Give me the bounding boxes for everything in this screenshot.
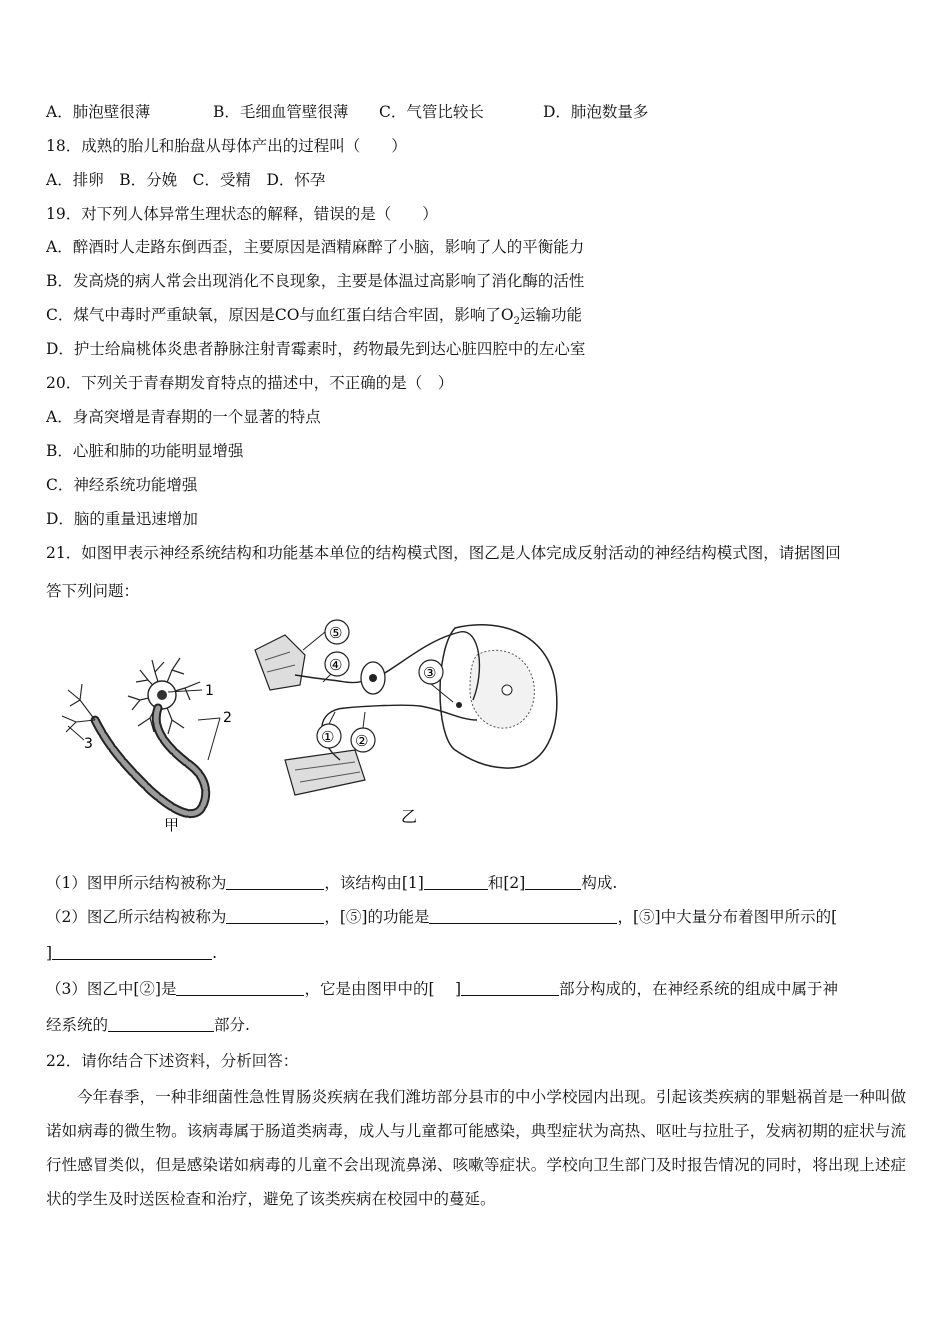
- q19-option-b: B．发高烧的病人常会出现消化不良现象，主要是体温过高影响了消化酶的活性: [46, 272, 585, 290]
- q21-stem-line2: 答下列问题：: [46, 582, 140, 600]
- figure-jia-label-2: 2: [223, 710, 232, 726]
- q21-sub1-blank-2[interactable]: [424, 873, 488, 890]
- q20-option-a: A．身高突增是青春期的一个显著的特点: [46, 408, 321, 426]
- q17-option-c: C．气管比较长: [379, 103, 484, 121]
- figure-jia-label-3: 3: [84, 736, 93, 752]
- q19-option-d: D．护士给扁桃体炎患者静脉注射青霉素时，药物最先到达心脏四腔中的左心室: [46, 340, 586, 358]
- q20-option-b: B．心脏和肺的功能明显增强: [46, 442, 244, 460]
- q21-sub2-text-a: （2）图乙所示结构被称为: [46, 908, 227, 926]
- q20-stem: 20．下列关于青春期发育特点的描述中，不正确的是（ ）: [46, 374, 454, 392]
- figure-jia-neuron: [40, 640, 250, 840]
- q21-sub3-text-e: 部分.: [214, 1016, 250, 1034]
- q21-sub3-blank-2[interactable]: [461, 979, 559, 996]
- q21-sub2-text-e: .: [212, 944, 217, 962]
- q21-sub2-text-b: ，[⑤]的功能是: [324, 908, 430, 926]
- q17-option-a: A．肺泡壁很薄: [46, 103, 151, 121]
- q21-sub1-text-b: ，该结构由[1]: [324, 874, 424, 892]
- q21-stem-line1: 21．如图甲表示神经系统结构和功能基本单位的结构模式图，图乙是人体完成反射活动的神经结构模式图，请据图回: [46, 544, 841, 562]
- q20-option-c: C．神经系统功能增强: [46, 476, 198, 494]
- figure-jia-caption: 甲: [164, 816, 180, 834]
- q19-stem: 19．对下列人体异常生理状态的解释，错误的是（ ）: [46, 205, 438, 223]
- figure-yi-label-1: ①: [321, 728, 335, 746]
- q21-sub1-text-c: 和[2]: [487, 874, 526, 892]
- q17-options: [46, 101, 648, 123]
- q17-option-d: D．肺泡数量多: [543, 103, 649, 121]
- q21-sub1-blank-3[interactable]: [525, 873, 581, 890]
- q19-option-c: [46, 304, 582, 333]
- q21-sub2-text-d: ]: [46, 944, 53, 962]
- figure-yi-caption: 乙: [401, 807, 418, 826]
- figure-yi-label-3: ③: [423, 664, 437, 682]
- q21-sub2-text-c: ，[⑤]中大量分布着图甲所示的[: [617, 908, 838, 926]
- q21-sub2-cont: [46, 942, 217, 964]
- q19-option-c-text: C．煤气中毒时严重缺氧，原因是CO与血红蛋白结合牢固，影响了O: [46, 306, 514, 324]
- q21-sub2: [46, 906, 837, 928]
- q21-sub3-blank-3[interactable]: [108, 1015, 214, 1032]
- q20-option-d: D．脑的重量迅速增加: [46, 510, 198, 528]
- q17-option-b: B．毛细血管壁很薄: [213, 103, 349, 121]
- q21-sub2-blank-1[interactable]: [226, 907, 324, 924]
- q21-sub3-text-c: 部分构成的，在神经系统的组成中属于神: [559, 980, 839, 998]
- figure-jia-label-1: 1: [205, 683, 214, 699]
- q21-sub3: [46, 978, 838, 1000]
- q21-sub1-text-d: 构成.: [581, 874, 618, 892]
- q21-sub1-text-a: （1）图甲所示结构被称为: [46, 874, 227, 892]
- q21-sub3-blank-1[interactable]: [176, 979, 304, 996]
- q19-option-a: A．醉酒时人走路东倒西歪，主要原因是酒精麻醉了小脑，影响了人的平衡能力: [46, 238, 585, 256]
- figure-yi-label-5: ⑤: [329, 624, 343, 642]
- q19-option-c-text-end: 运输功能: [520, 306, 583, 324]
- q18-options: A．排卵 B．分娩 C．受精 D．怀孕: [46, 171, 326, 189]
- q18-stem: 18．成熟的胎儿和胎盘从母体产出的过程叫（ ）: [46, 137, 407, 155]
- q21-sub2-blank-2[interactable]: [429, 907, 617, 924]
- q21-sub3-text-d: 经系统的: [46, 1016, 109, 1034]
- q22-passage: 今年春季，一种非细菌性急性胃肠炎疾病在我们潍坊部分县市的中小学校园内出现。引起该类疾病的罪魁祸首是一种叫做诺如病毒的微生物。该病毒属于肠道类病毒，成人与儿童都可能感染，典型症状为高热、呕吐与拉肚子，发病初期的症状与流行性感冒类似，但是感染诺如病毒的儿童不会出现流鼻涕、咳嗽等症状。学校向卫生部门及时报告情况的同时，将出现上述症状的学生及时送医检查和治疗，避免了该类疾病在校园中的蔓延。: [46, 1088, 906, 1208]
- figure-yi-reflex-arc: [245, 610, 565, 835]
- q21-sub3-text-a: （3）图乙中[②]是: [46, 980, 177, 998]
- figure-yi-label-4: ④: [329, 656, 343, 674]
- q21-sub1-blank-1[interactable]: [226, 873, 324, 890]
- q21-sub1: [46, 872, 617, 894]
- figure-yi-label-2: ②: [355, 732, 369, 750]
- q21-sub3-cont: [46, 1014, 250, 1036]
- q19-option-c-subscript: 2: [513, 316, 521, 328]
- q21-sub3-text-b: ，它是由图甲中的[ ]: [304, 980, 461, 998]
- q21-sub2-blank-3[interactable]: [52, 943, 212, 960]
- q22-stem: 22．请你结合下述资料，分析回答：: [46, 1052, 299, 1070]
